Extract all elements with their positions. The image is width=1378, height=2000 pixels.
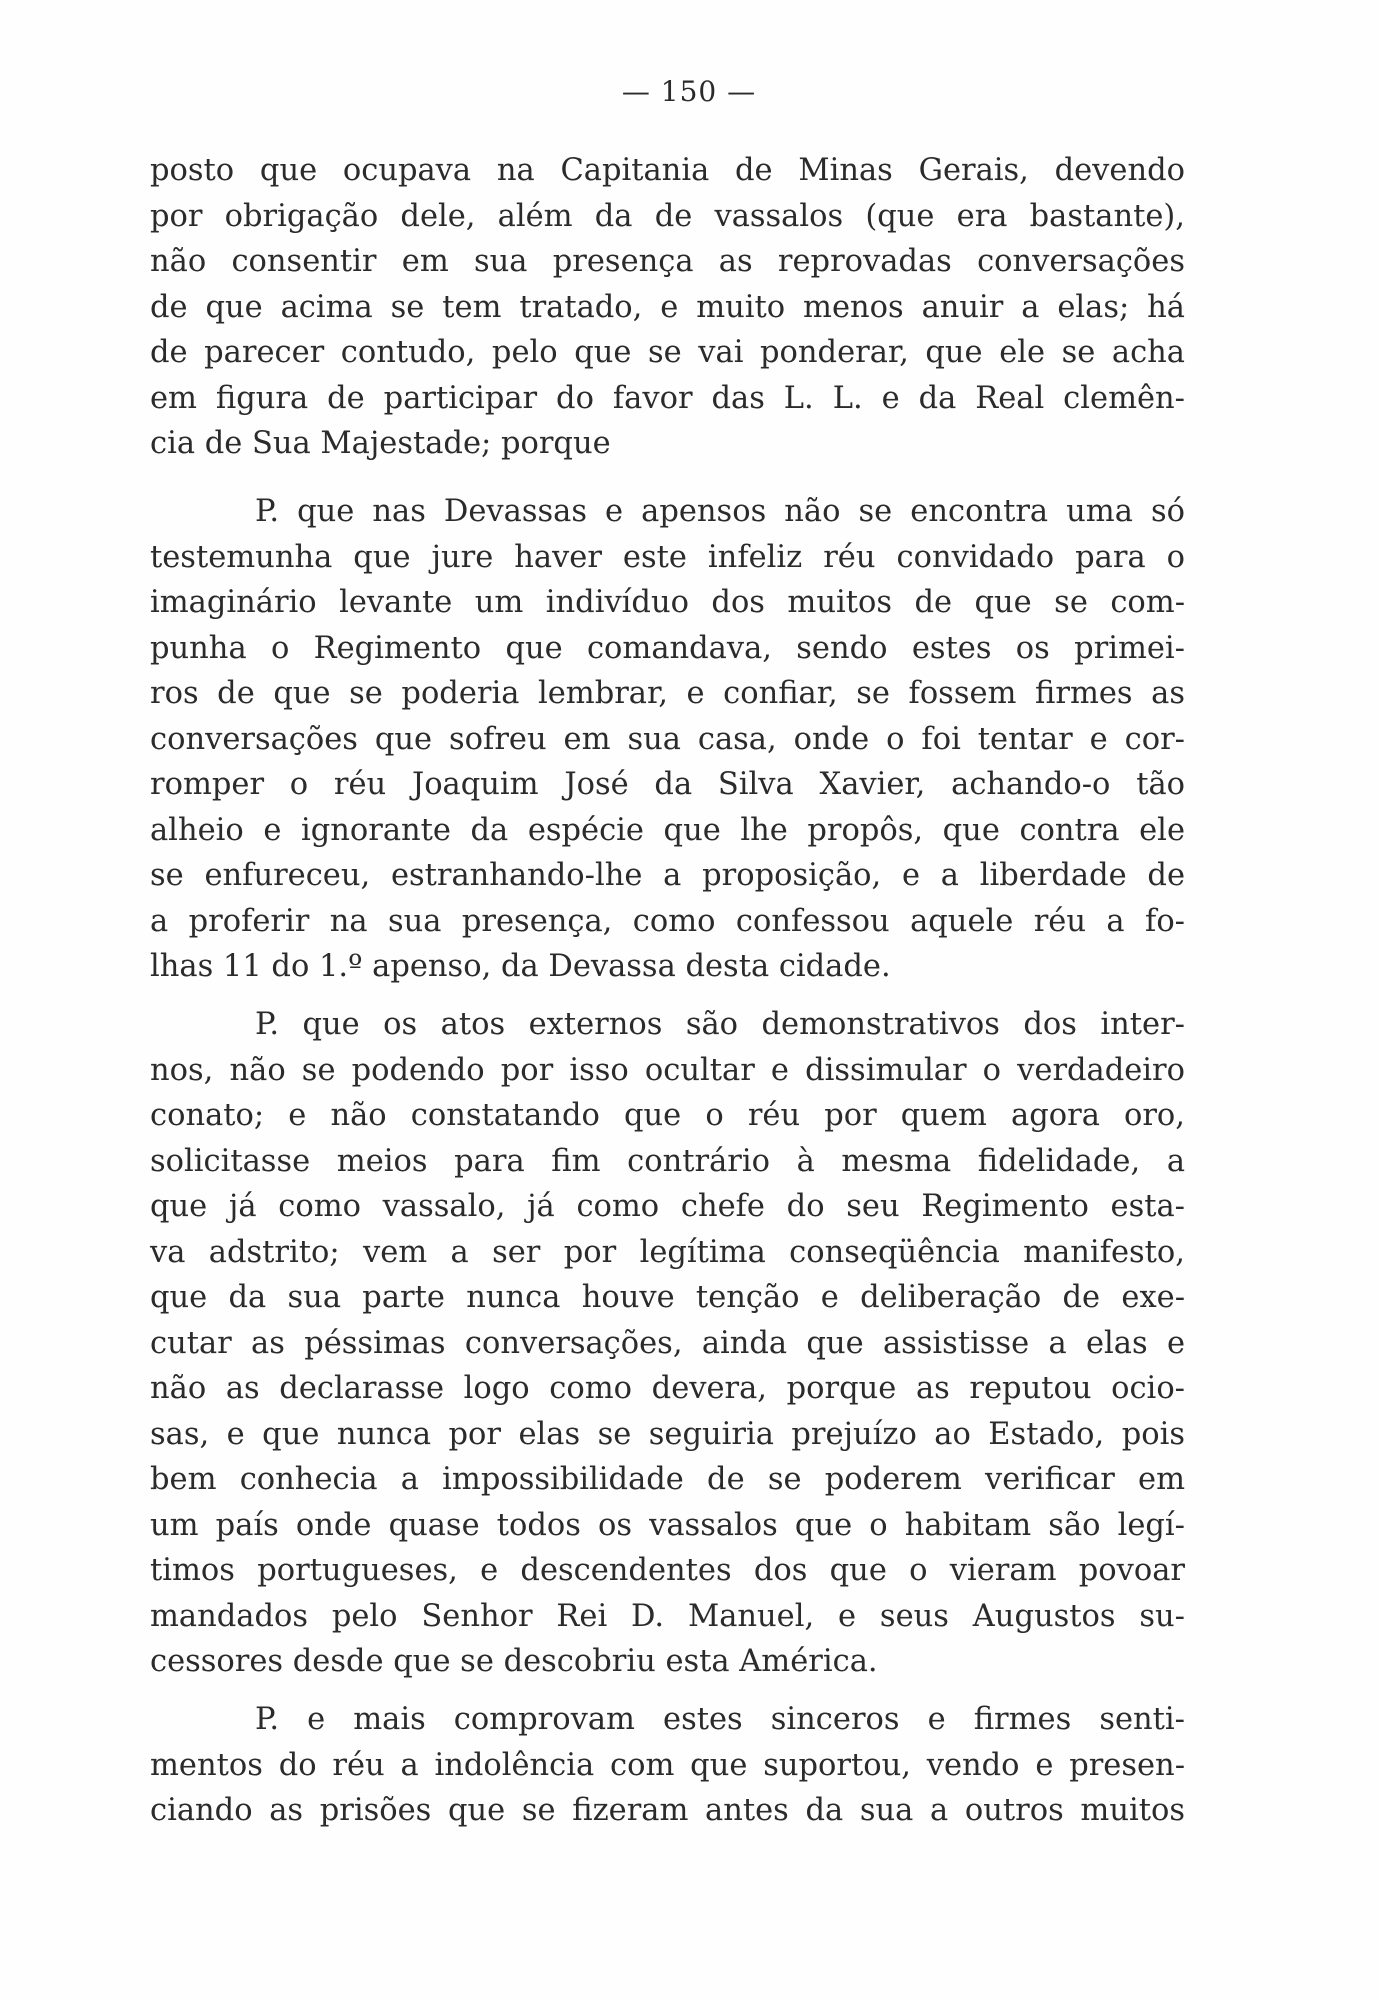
text-line: va adstrito; vem a ser por legítima conseqüência manifesto, [150,1234,1185,1270]
text-line: lhas 11 do 1.º apenso, da Devassa desta cidade. [150,949,891,984]
text-line: punha o Regimento que comandava, sendo estes os primei- [150,630,1185,666]
text-line: não consentir em sua presença as reprovadas conversações [150,244,1185,279]
text-line: P. e mais comprovam estes sinceros e firmes senti- [255,1702,1185,1737]
text-line: P. que nas Devassas e apensos não se encontra uma só [255,494,1185,529]
text-line: nos, não se podendo por isso ocultar e dissimular o verdadeiro [150,1052,1185,1088]
text-line: posto que ocupava na Capitania de Minas Gerais, devendo [150,153,1185,188]
text-line: mentos do réu a indolência com que suportou, vendo e presen- [150,1747,1185,1783]
text-line: solicitasse meios para fim contrário à mesma fidelidade, a [150,1143,1185,1179]
paragraph-3 [150,1002,1185,1685]
text-line: conato; e não constatando que o réu por quem agora oro, [150,1098,1185,1133]
paragraph-2 [150,489,1185,990]
text-line: em figura de participar do favor das L. L. e da Real clemên- [150,380,1185,416]
text-line: ciando as prisões que se fizeram antes da sua a outros muitos [150,1793,1185,1828]
text-line: cutar as péssimas conversações, ainda que assistisse a elas e [150,1325,1185,1361]
text-line: sas, e que nunca por elas se seguiria prejuízo ao Estado, pois [150,1416,1185,1452]
text-line: P. que os atos externos são demonstrativos dos inter- [255,1007,1185,1042]
text-line: timos portugueses, e descendentes dos que o vieram povoar [150,1553,1185,1588]
text-line: ros de que se poderia lembrar, e confiar, se fossem firmes as [150,676,1185,711]
text-line: a proferir na sua presença, como confessou aquele réu a fo- [150,903,1185,939]
text-line: mandados pelo Senhor Rei D. Manuel, e seus Augustos su- [150,1598,1185,1634]
text-line: imaginário levante um indivíduo dos muitos de que se com- [150,585,1185,620]
paragraph-4 [150,1697,1185,1834]
text-line: um país onde quase todos os vassalos que o habitam são legí- [150,1507,1185,1543]
text-line: conversações que sofreu em sua casa, onde o foi tentar e cor- [150,721,1185,757]
text-line: alheio e ignorante da espécie que lhe propôs, que contra ele [150,812,1185,848]
text-line: que já como vassalo, já como chefe do seu Regimento esta- [150,1189,1185,1224]
text-line: de que acima se tem tratado, e muito menos anuir a elas; há [150,289,1185,325]
page-number: — 150 — [621,75,757,108]
text-line: bem conhecia a impossibilidade de se poderem verificar em [150,1462,1185,1497]
text-line: por obrigação dele, além da de vassalos (que era bastante), [150,198,1185,234]
text-line: cessores desde que se descobriu esta América. [150,1644,878,1679]
text-line: não as declarasse logo como devera, porque as reputou ocio- [150,1371,1185,1406]
text-line: se enfureceu, estranhando-lhe a proposição, e a liberdade de [150,858,1185,893]
text-line: de parecer contudo, pelo que se vai ponderar, que ele se acha [150,335,1185,370]
text-line: romper o réu Joaquim José da Silva Xavier, achando-o tão [150,767,1185,802]
paragraph-1 [150,148,1185,467]
text-line: cia de Sua Majestade; porque [150,426,611,461]
text-line: que da sua parte nunca houve tenção e deliberação de exe- [150,1280,1185,1315]
text-line: testemunha que jure haver este infeliz réu convidado para o [150,539,1185,575]
